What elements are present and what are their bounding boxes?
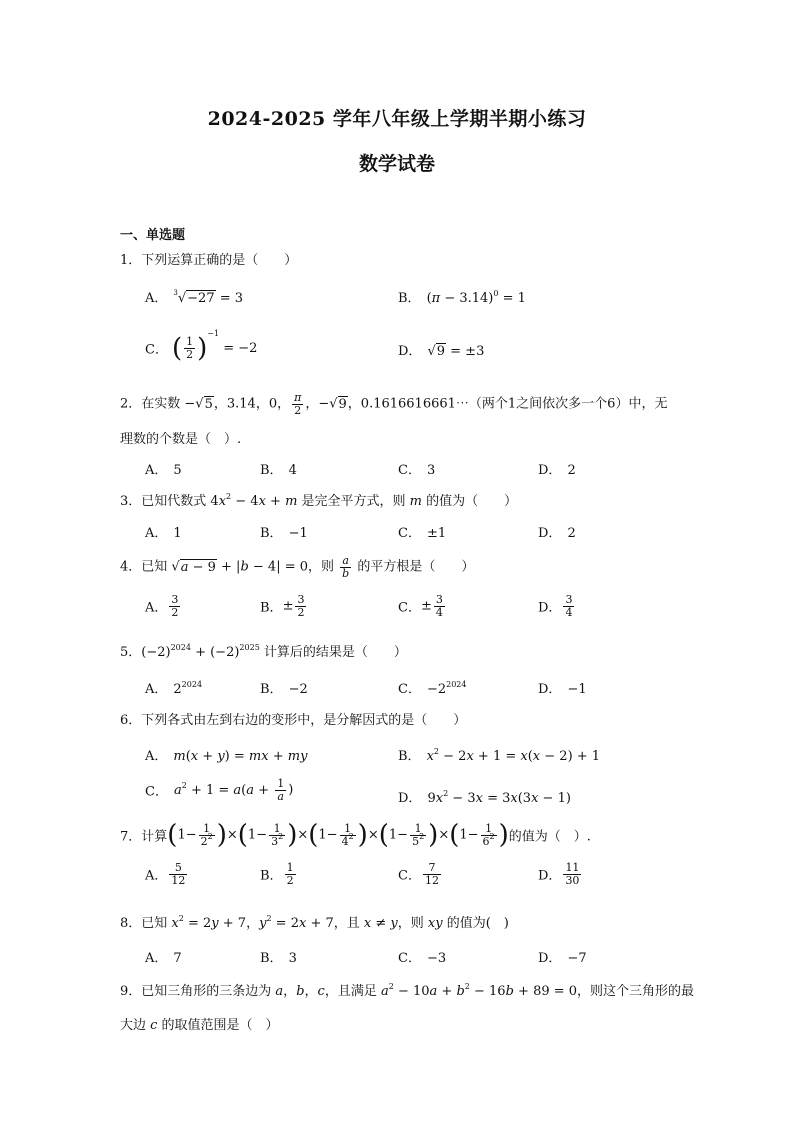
q2-option-b[interactable]: B． 4 (260, 463, 297, 478)
q7-option-c[interactable]: C． $\frac{7}{12}$ (398, 861, 439, 887)
q8-option-c[interactable]: C． −3 (398, 951, 447, 966)
q6-option-a[interactable]: A． m(x + y) = mx + my (145, 749, 308, 764)
q7-option-d[interactable]: D． $\frac{11}{30}$ (538, 861, 580, 887)
q6-option-c[interactable]: C． $a^2 + 1 = a(a$ + $\frac{1}{a}$ ) (145, 777, 294, 803)
q1-option-a[interactable]: A． $^3$√−27 = 3 (145, 289, 244, 306)
page-title: 2024-2025 学年八年级上学期半期小练习 (207, 108, 587, 130)
q4-option-d[interactable]: D． $\frac{3}{4}$ (538, 593, 573, 619)
q5-option-d[interactable]: D． −1 (538, 682, 587, 697)
q5-option-b[interactable]: B． −2 (260, 682, 308, 697)
question-1: 1．下列运算正确的是（ ） (120, 253, 298, 268)
q7-option-a[interactable]: A． $\frac{5}{12}$ (145, 861, 186, 887)
question-8: 8．已知 $x^2 = 2y + 7$，$y^2 = 2x + 7$，且 x ≠ y，则 xy 的值为( ) (120, 914, 509, 931)
q8-option-a[interactable]: A． 7 (145, 951, 182, 966)
q2-option-d[interactable]: D． 2 (538, 463, 576, 478)
question-7: 7．计算(1− $\frac{1}{2^2}$ )×(1− $\frac{1}{3^2}$ )×(1− $\frac{1}{4^2}$ )×(1− $\frac{1}{5^2}$ )×(1− $\frac{1}{6^2}$ )的值为（ ）. (120, 820, 591, 850)
q2-option-c[interactable]: C． 3 (398, 463, 436, 478)
question-4: 4．已知 √a − 9 + |b − 4| = 0，则 $\frac{a}{b}$ 的平方根是（ ） (120, 554, 475, 580)
section-heading: 一、单选题 (120, 228, 186, 243)
q6-option-d[interactable]: D． $9x^2 - 3x = 3x(3x - 1)$ (398, 789, 571, 806)
q5-option-a[interactable]: A． $2^{2024}$ (145, 680, 203, 697)
q7-option-b[interactable]: B． $\frac{1}{2}$ (260, 861, 294, 887)
q8-option-d[interactable]: D． −7 (538, 951, 587, 966)
q6-option-b[interactable]: B． $x^2 - 2x + 1 = x(x - 2) + 1$ (398, 747, 601, 764)
q3-option-c[interactable]: C． ±1 (398, 526, 447, 541)
q2-option-a[interactable]: A． 5 (145, 463, 182, 478)
question-2-cont: 理数的个数是（ ）. (120, 432, 242, 447)
question-3: 3．已知代数式 $4x^2 - 4x + m$ 是完全平方式，则 m 的值为（ ） (120, 492, 518, 509)
question-2: 2．在实数 −√5，3.14，0， $\frac{\pi}{2}$ ，−√9，0.1616616661⋯（两个1之间依次多一个6）中，无 (120, 391, 668, 417)
q1-option-c[interactable]: C． ( $\frac{1}{2}$ )$^{-1}$ = −2 (145, 328, 258, 363)
page-subtitle: 数学试卷 (358, 153, 435, 175)
q4-option-c[interactable]: C．± $\frac{3}{4}$ (398, 593, 443, 619)
question-6: 6．下列各式由左到右边的变形中，是分解因式的是（ ） (120, 713, 467, 728)
q5-option-c[interactable]: C． $-2^{2024}$ (398, 680, 467, 697)
q1-option-d[interactable]: D． √9 = ±3 (398, 344, 485, 359)
question-9-cont: 大边 c 的取值范围是（ ） (120, 1018, 279, 1033)
question-9: 9．已知三角形的三条边为 a，b，c，且满足 $a^2 - 10a + b^2 - 16b + 89 = 0$，则这个三角形的最 (120, 982, 695, 999)
q1-option-b[interactable]: B． $(\pi - 3.14)^0 = 1$ (398, 289, 526, 306)
q4-option-b[interactable]: B．± $\frac{3}{2}$ (260, 593, 305, 619)
q8-option-b[interactable]: B． 3 (260, 951, 297, 966)
q4-option-a[interactable]: A． $\frac{3}{2}$ (145, 593, 179, 619)
q3-option-b[interactable]: B． −1 (260, 526, 308, 541)
q3-option-a[interactable]: A． 1 (145, 526, 182, 541)
question-5: 5．$(-2)^{2024} + (-2)^{2025}$ 计算后的结果是（ ） (120, 643, 407, 660)
q3-option-d[interactable]: D． 2 (538, 526, 576, 541)
